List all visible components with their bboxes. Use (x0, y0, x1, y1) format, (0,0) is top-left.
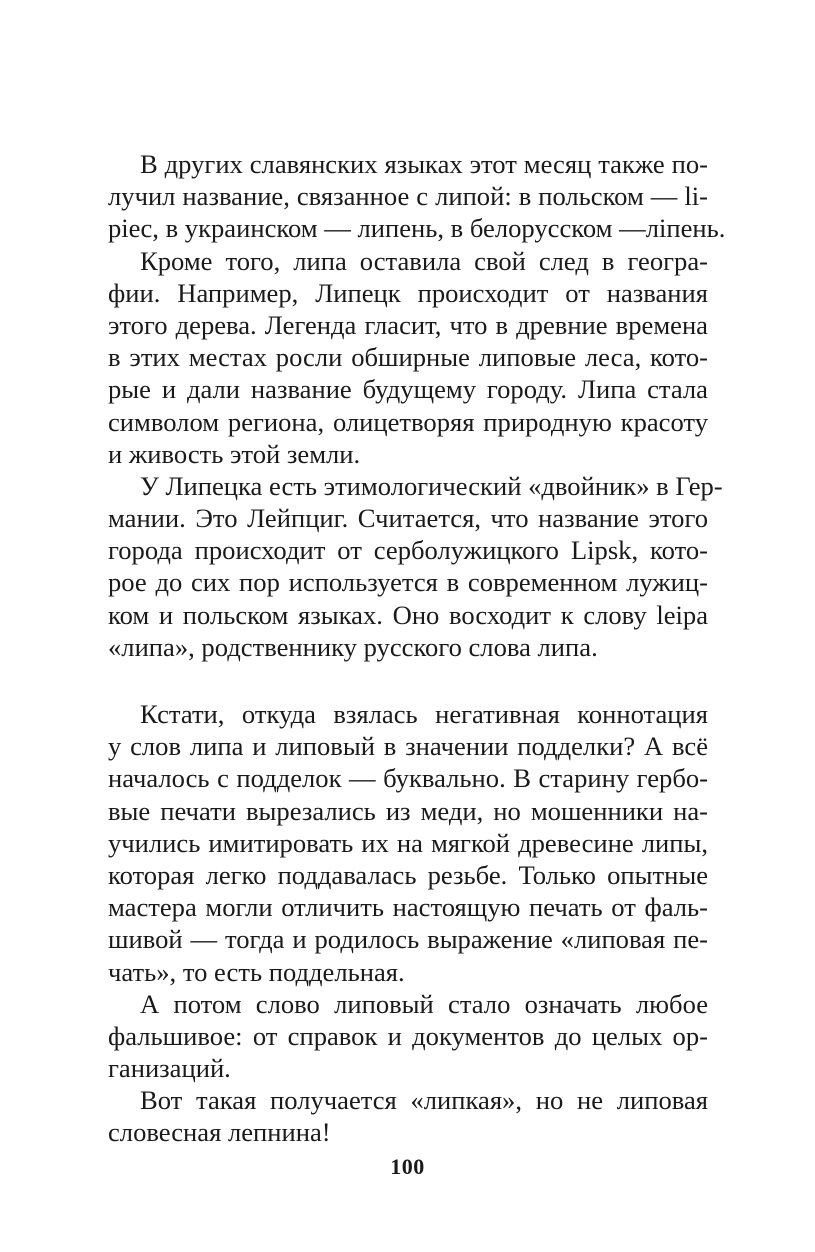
text-line: В других славянских языках этот месяц также по- (140, 149, 708, 179)
section-gap (108, 663, 708, 698)
text-line: и живость этой земли. (108, 438, 361, 469)
paragraph-3 (108, 470, 723, 663)
text-line: ганизаций. (108, 1053, 231, 1084)
text-line: фии. Например, Липецк происходит от названия (108, 277, 708, 308)
text-line: Кроме того, липа оставила свой след в геогра- (140, 245, 708, 276)
page-number: 100 (390, 1154, 425, 1179)
text-line: piec, в украинском — липень, в белорусском —ліпень. (108, 213, 726, 244)
text-line: А потом слово липовый стало означать любое (140, 988, 708, 1019)
text-line: рые и дали название будущему городу. Липа стала (108, 374, 708, 405)
text-line: этого дерева. Легенда гласит, что в древние времена (108, 309, 708, 340)
paragraph-1 (108, 148, 726, 245)
page-body (108, 148, 726, 1149)
text-line: У Липецка есть этимологический «двойник» в Гер- (140, 470, 723, 501)
text-line: мании. Это Лейпциг. Считается, что название этого (108, 503, 708, 534)
text-line: «липа», родственнику русского слова липа. (108, 631, 598, 662)
text-line: чать», то есть поддельная. (108, 956, 405, 987)
paragraph-4 (108, 698, 708, 988)
text-line: лучил название, связанное с липой: в польском — li- (108, 181, 708, 212)
paragraph-2 (108, 245, 708, 470)
text-line: мастера могли отличить настоящую печать от фаль- (108, 892, 708, 923)
paragraph-6 (108, 1084, 708, 1148)
text-line: словесная лепнина! (108, 1117, 331, 1148)
text-line: фальшивое: от справок и документов до целых ор- (108, 1020, 708, 1051)
text-line: ком и польском языках. Оно восходит к слову leipa (108, 599, 708, 630)
text-line: началось с подделок — буквально. В старину гербо- (108, 763, 708, 794)
text-line: учились имитировать их на мягкой древесине липы, (108, 827, 708, 858)
text-line: рое до сих пор используется в современном лужиц- (108, 567, 708, 598)
text-line: символом региона, олицетворяя природную красоту (108, 406, 708, 437)
text-line: в этих местах росли обширные липовые леса, кото- (108, 342, 708, 373)
text-line: у слов липа и липовый в значении подделки? А всё (108, 731, 708, 762)
text-line: которая легко поддавалась резьбе. Только опытные (108, 859, 708, 890)
text-line: вые печати вырезались из меди, но мошенники на- (108, 795, 708, 826)
text-line: Кстати, откуда взялась негативная коннотация (140, 699, 708, 729)
text-line: шивой — тогда и родилось выражение «липовая пе- (108, 924, 708, 955)
text-line: Вот такая получается «липкая», но не липовая (140, 1085, 708, 1116)
text-line: города происходит от серболужицкого Lipsk, кото- (108, 535, 708, 566)
paragraph-5 (108, 988, 708, 1085)
